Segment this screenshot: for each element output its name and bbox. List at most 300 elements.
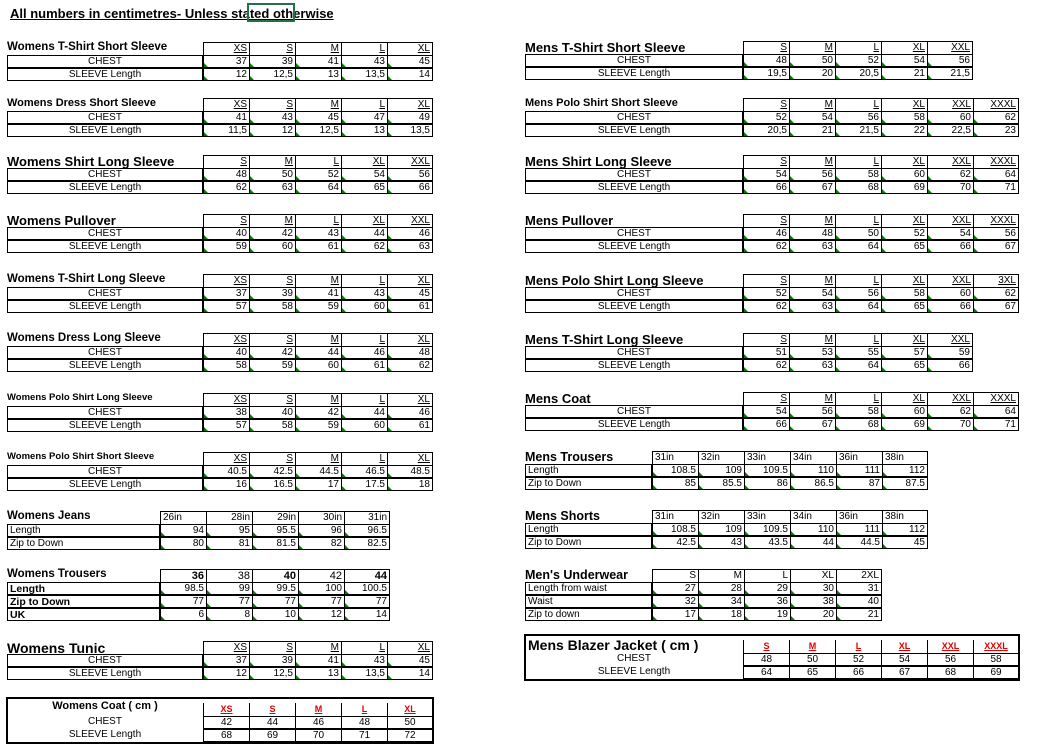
selected-cell-indicator[interactable] bbox=[247, 3, 295, 22]
value-cell: 40 bbox=[836, 595, 882, 608]
value-cell: 14 bbox=[387, 667, 433, 680]
value-cell: 17 bbox=[295, 478, 341, 491]
value-cell: 37 bbox=[203, 654, 249, 667]
value-cell: 85.5 bbox=[698, 477, 744, 490]
size-header-xxl: XXL bbox=[927, 333, 973, 346]
value-cell: 110 bbox=[790, 464, 836, 477]
size-header-xxl: XXL bbox=[927, 98, 973, 111]
size-header-s: S bbox=[249, 703, 295, 716]
value-cell: 23 bbox=[973, 124, 1019, 137]
row-label-sleeve-length: SLEEVE Length bbox=[597, 666, 671, 677]
size-header-s: S bbox=[652, 569, 698, 582]
size-header-l: L bbox=[341, 98, 387, 111]
value-cell: 57 bbox=[881, 346, 927, 359]
value-cell: 63 bbox=[789, 359, 835, 372]
value-cell: 20 bbox=[790, 608, 836, 621]
value-cell: 62 bbox=[743, 240, 789, 253]
size-header-29in: 29in bbox=[252, 511, 298, 524]
size-header-36in: 36in bbox=[836, 451, 882, 464]
size-header-m: M bbox=[789, 333, 835, 346]
table-title: Womens Polo Shirt Long Sleeve bbox=[7, 392, 153, 403]
size-header-xl: XL bbox=[881, 274, 927, 287]
size-header-l: L bbox=[341, 393, 387, 406]
value-cell: 56 bbox=[835, 287, 881, 300]
row-label-sleeve-length: SLEEVE Length bbox=[7, 181, 203, 194]
value-cell: 22 bbox=[881, 124, 927, 137]
value-cell: 85 bbox=[652, 477, 698, 490]
value-cell: 52 bbox=[881, 227, 927, 240]
value-cell: 48 bbox=[743, 653, 789, 666]
size-header-l: L bbox=[341, 42, 387, 55]
value-cell: 66 bbox=[835, 666, 881, 679]
size-header-32in: 32in bbox=[698, 451, 744, 464]
table-title: Mens T-Shirt Long Sleeve bbox=[525, 332, 684, 347]
table-title: Womens Coat ( cm ) bbox=[52, 700, 158, 712]
size-header-m: M bbox=[295, 333, 341, 346]
table-title: Mens Polo Shirt Short Sleeve bbox=[525, 97, 678, 109]
value-cell: 108.5 bbox=[652, 464, 698, 477]
value-cell: 68 bbox=[835, 181, 881, 194]
size-header-xxl: XXL bbox=[927, 640, 973, 653]
row-label-sleeve-length: SLEEVE Length bbox=[525, 181, 743, 194]
grid-line bbox=[652, 451, 656, 464]
value-cell: 65 bbox=[881, 240, 927, 253]
value-cell: 48 bbox=[203, 168, 249, 181]
size-header-l: L bbox=[744, 569, 790, 582]
row-label-length: Length bbox=[525, 523, 652, 536]
value-cell: 48 bbox=[387, 346, 433, 359]
size-header-xl: XL bbox=[881, 155, 927, 168]
size-header-s: S bbox=[203, 214, 249, 227]
size-header-xxxl: XXXL bbox=[973, 98, 1019, 111]
size-header-m: M bbox=[295, 42, 341, 55]
size-header-l: L bbox=[835, 333, 881, 346]
size-header-42: 42 bbox=[298, 569, 344, 582]
value-cell: 62 bbox=[973, 111, 1019, 124]
size-header-xxl: XXL bbox=[927, 41, 973, 54]
value-cell: 64 bbox=[835, 359, 881, 372]
row-label-length: Length bbox=[525, 464, 652, 477]
value-cell: 11,5 bbox=[203, 124, 249, 137]
size-header-34in: 34in bbox=[790, 510, 836, 523]
row-label-chest: CHEST bbox=[525, 168, 743, 181]
value-cell: 50 bbox=[387, 716, 433, 729]
size-header-xl: XL bbox=[387, 42, 433, 55]
size-header-xxl: XXL bbox=[927, 155, 973, 168]
size-header-xl: XL bbox=[387, 98, 433, 111]
value-cell: 61 bbox=[387, 419, 433, 432]
row-label-sleeve-length: SLEEVE Length bbox=[525, 418, 743, 431]
row-label-chest: CHEST bbox=[525, 227, 743, 240]
row-label-sleeve-length: SLEEVE Length bbox=[525, 240, 743, 253]
value-cell: 52 bbox=[743, 287, 789, 300]
size-header-xl: XL bbox=[881, 640, 927, 653]
value-cell: 38 bbox=[790, 595, 836, 608]
value-cell: 31 bbox=[836, 582, 882, 595]
size-header-28in: 28in bbox=[206, 511, 252, 524]
value-cell: 28 bbox=[698, 582, 744, 595]
value-cell: 58 bbox=[973, 653, 1019, 666]
size-header-xs: XS bbox=[203, 274, 249, 287]
value-cell: 12 bbox=[249, 124, 295, 137]
value-cell: 56 bbox=[927, 54, 973, 67]
size-header-xl: XL bbox=[387, 703, 433, 716]
value-cell: 72 bbox=[387, 729, 433, 742]
size-header-l: L bbox=[341, 703, 387, 716]
size-header-xl: XL bbox=[387, 274, 433, 287]
value-cell: 45 bbox=[295, 111, 341, 124]
value-cell: 70 bbox=[927, 418, 973, 431]
value-cell: 112 bbox=[882, 464, 928, 477]
value-cell: 54 bbox=[743, 168, 789, 181]
value-cell: 112 bbox=[882, 523, 928, 536]
size-header-m: M bbox=[295, 452, 341, 465]
size-header-s: S bbox=[743, 392, 789, 405]
value-cell: 54 bbox=[789, 111, 835, 124]
value-cell: 60 bbox=[341, 419, 387, 432]
value-cell: 10 bbox=[252, 608, 298, 621]
value-cell: 44 bbox=[341, 227, 387, 240]
value-cell: 32 bbox=[652, 595, 698, 608]
size-header-xxxl: XXXL bbox=[973, 155, 1019, 168]
value-cell: 68 bbox=[835, 418, 881, 431]
value-cell: 77 bbox=[298, 595, 344, 608]
value-cell: 22,5 bbox=[927, 124, 973, 137]
value-cell: 16 bbox=[203, 478, 249, 491]
value-cell: 17.5 bbox=[341, 478, 387, 491]
value-cell: 56 bbox=[789, 168, 835, 181]
value-cell: 13 bbox=[295, 667, 341, 680]
value-cell: 13 bbox=[341, 124, 387, 137]
value-cell: 42 bbox=[295, 406, 341, 419]
value-cell: 82.5 bbox=[344, 537, 390, 550]
value-cell: 66 bbox=[927, 359, 973, 372]
value-cell: 62 bbox=[203, 181, 249, 194]
value-cell: 77 bbox=[344, 595, 390, 608]
value-cell: 46 bbox=[387, 227, 433, 240]
table-title: Womens Shirt Long Sleeve bbox=[7, 154, 175, 169]
value-cell: 109 bbox=[698, 464, 744, 477]
row-label-length-from-waist: Length from waist bbox=[525, 582, 652, 595]
table-title: Womens T-Shirt Short Sleeve bbox=[7, 41, 168, 53]
value-cell: 20,5 bbox=[743, 124, 789, 137]
value-cell: 77 bbox=[160, 595, 206, 608]
size-header-xxxl: XXXL bbox=[973, 640, 1019, 653]
value-cell: 59 bbox=[927, 346, 973, 359]
value-cell: 59 bbox=[295, 419, 341, 432]
value-cell: 34 bbox=[698, 595, 744, 608]
size-header-xl: XL bbox=[387, 333, 433, 346]
value-cell: 37 bbox=[203, 287, 249, 300]
value-cell: 80 bbox=[160, 537, 206, 550]
value-cell: 62 bbox=[927, 168, 973, 181]
value-cell: 62 bbox=[973, 287, 1019, 300]
value-cell: 6 bbox=[160, 608, 206, 621]
value-cell: 13,5 bbox=[387, 124, 433, 137]
size-header-31in: 31in bbox=[652, 451, 698, 464]
size-header-s: S bbox=[249, 42, 295, 55]
row-label-sleeve-length: SLEEVE Length bbox=[7, 300, 203, 313]
value-cell: 109 bbox=[698, 523, 744, 536]
value-cell: 66 bbox=[743, 181, 789, 194]
row-label-sleeve-length: SLEEVE Length bbox=[525, 359, 743, 372]
value-cell: 61 bbox=[341, 359, 387, 372]
value-cell: 19,5 bbox=[743, 67, 789, 80]
table-title: Mens Trousers bbox=[525, 450, 614, 464]
value-cell: 20 bbox=[789, 67, 835, 80]
value-cell: 21 bbox=[789, 124, 835, 137]
value-cell: 60 bbox=[927, 287, 973, 300]
value-cell: 65 bbox=[881, 359, 927, 372]
value-cell: 58 bbox=[203, 359, 249, 372]
value-cell: 65 bbox=[341, 181, 387, 194]
value-cell: 12,5 bbox=[295, 124, 341, 137]
size-header-32in: 32in bbox=[698, 510, 744, 523]
size-header-s: S bbox=[249, 393, 295, 406]
value-cell: 50 bbox=[789, 54, 835, 67]
value-cell: 45 bbox=[387, 55, 433, 68]
value-cell: 54 bbox=[341, 168, 387, 181]
grid-line bbox=[652, 510, 656, 523]
size-header-xxl: XXL bbox=[387, 214, 433, 227]
value-cell: 19 bbox=[744, 608, 790, 621]
value-cell: 52 bbox=[835, 54, 881, 67]
row-label-sleeve-length: SLEEVE Length bbox=[525, 67, 743, 80]
value-cell: 110 bbox=[790, 523, 836, 536]
value-cell: 62 bbox=[387, 359, 433, 372]
size-header-m: M bbox=[295, 274, 341, 287]
value-cell: 65 bbox=[789, 666, 835, 679]
value-cell: 40 bbox=[249, 406, 295, 419]
size-header-l: L bbox=[835, 392, 881, 405]
value-cell: 96 bbox=[298, 524, 344, 537]
size-header-s: S bbox=[743, 155, 789, 168]
value-cell: 46 bbox=[743, 227, 789, 240]
value-cell: 62 bbox=[341, 240, 387, 253]
value-cell: 99 bbox=[206, 582, 252, 595]
size-header-s: S bbox=[249, 452, 295, 465]
value-cell: 57 bbox=[203, 300, 249, 313]
value-cell: 8 bbox=[206, 608, 252, 621]
row-label-chest: CHEST bbox=[88, 716, 122, 727]
size-header-xl: XL bbox=[790, 569, 836, 582]
size-header-xs: XS bbox=[203, 333, 249, 346]
value-cell: 20,5 bbox=[835, 67, 881, 80]
row-label-chest: CHEST bbox=[525, 54, 743, 67]
size-header-s: S bbox=[249, 333, 295, 346]
size-header-s: S bbox=[743, 274, 789, 287]
size-header-xxxl: XXXL bbox=[973, 392, 1019, 405]
value-cell: 63 bbox=[789, 300, 835, 313]
row-label-chest: CHEST bbox=[7, 654, 203, 667]
value-cell: 42 bbox=[249, 346, 295, 359]
value-cell: 77 bbox=[252, 595, 298, 608]
size-header-3xl: 3XL bbox=[973, 274, 1019, 287]
value-cell: 54 bbox=[927, 227, 973, 240]
value-cell: 96.5 bbox=[344, 524, 390, 537]
row-label-zip-to-down: Zip to down bbox=[525, 608, 652, 621]
size-header-xl: XL bbox=[387, 452, 433, 465]
value-cell: 43.5 bbox=[744, 536, 790, 549]
table-title: Men's Underwear bbox=[525, 568, 629, 582]
value-cell: 45 bbox=[387, 654, 433, 667]
size-header-l: L bbox=[835, 155, 881, 168]
value-cell: 77 bbox=[206, 595, 252, 608]
value-cell: 13,5 bbox=[341, 68, 387, 81]
value-cell: 71 bbox=[973, 181, 1019, 194]
value-cell: 100.5 bbox=[344, 582, 390, 595]
value-cell: 39 bbox=[249, 654, 295, 667]
value-cell: 58 bbox=[881, 111, 927, 124]
grid-line bbox=[652, 569, 656, 582]
value-cell: 60 bbox=[341, 300, 387, 313]
row-label-sleeve-length: SLEEVE Length bbox=[7, 124, 203, 137]
value-cell: 64 bbox=[835, 300, 881, 313]
value-cell: 21,5 bbox=[927, 67, 973, 80]
row-label-zip-to-down: Zip to Down bbox=[7, 595, 160, 608]
value-cell: 47 bbox=[341, 111, 387, 124]
size-header-l: L bbox=[835, 98, 881, 111]
value-cell: 21 bbox=[836, 608, 882, 621]
sheet-header: All numbers in centimetres- Unless stated otherwise bbox=[10, 6, 334, 21]
value-cell: 36 bbox=[744, 595, 790, 608]
value-cell: 57 bbox=[203, 419, 249, 432]
size-header-m: M bbox=[249, 155, 295, 168]
size-header-38: 38 bbox=[206, 569, 252, 582]
row-label-sleeve-length: SLEEVE Length bbox=[7, 419, 203, 432]
value-cell: 56 bbox=[927, 653, 973, 666]
size-header-26in: 26in bbox=[160, 511, 206, 524]
row-label-zip-to-down: Zip to Down bbox=[525, 536, 652, 549]
size-header-xl: XL bbox=[881, 98, 927, 111]
value-cell: 109.5 bbox=[744, 523, 790, 536]
value-cell: 40 bbox=[203, 346, 249, 359]
size-header-s: S bbox=[743, 41, 789, 54]
row-label-sleeve-length: SLEEVE Length bbox=[68, 729, 142, 740]
value-cell: 43 bbox=[341, 55, 387, 68]
row-label-length: Length bbox=[7, 582, 160, 595]
value-cell: 46.5 bbox=[341, 465, 387, 478]
value-cell: 43 bbox=[341, 287, 387, 300]
table-title: Womens T-Shirt Long Sleeve bbox=[7, 273, 166, 285]
row-label-chest: CHEST bbox=[525, 111, 743, 124]
row-label-sleeve-length: SLEEVE Length bbox=[525, 124, 743, 137]
value-cell: 81.5 bbox=[252, 537, 298, 550]
row-label-chest: CHEST bbox=[7, 227, 203, 240]
value-cell: 98.5 bbox=[160, 582, 206, 595]
value-cell: 43 bbox=[698, 536, 744, 549]
size-header-m: M bbox=[249, 214, 295, 227]
value-cell: 94 bbox=[160, 524, 206, 537]
table-title: Womens Polo Shirt Short Sleeve bbox=[7, 451, 155, 462]
value-cell: 44.5 bbox=[295, 465, 341, 478]
size-header-xl: XL bbox=[341, 214, 387, 227]
value-cell: 61 bbox=[387, 300, 433, 313]
value-cell: 40 bbox=[203, 227, 249, 240]
value-cell: 59 bbox=[203, 240, 249, 253]
value-cell: 16.5 bbox=[249, 478, 295, 491]
value-cell: 66 bbox=[927, 300, 973, 313]
value-cell: 52 bbox=[743, 111, 789, 124]
size-header-l: L bbox=[835, 41, 881, 54]
value-cell: 111 bbox=[836, 523, 882, 536]
size-header-38in: 38in bbox=[882, 451, 928, 464]
table-title: Mens Shirt Long Sleeve bbox=[525, 154, 672, 169]
row-label-chest: CHEST bbox=[525, 405, 743, 418]
value-cell: 58 bbox=[835, 168, 881, 181]
grid-line bbox=[160, 511, 164, 524]
value-cell: 21 bbox=[881, 67, 927, 80]
value-cell: 12,5 bbox=[249, 667, 295, 680]
size-header-l: L bbox=[341, 641, 387, 654]
value-cell: 69 bbox=[973, 666, 1019, 679]
value-cell: 53 bbox=[789, 346, 835, 359]
value-cell: 44 bbox=[249, 716, 295, 729]
value-cell: 71 bbox=[973, 418, 1019, 431]
size-header-xxl: XXL bbox=[927, 214, 973, 227]
value-cell: 66 bbox=[927, 240, 973, 253]
value-cell: 40.5 bbox=[203, 465, 249, 478]
value-cell: 48 bbox=[743, 54, 789, 67]
value-cell: 17 bbox=[652, 608, 698, 621]
size-header-31in: 31in bbox=[344, 511, 390, 524]
size-header-l: L bbox=[341, 333, 387, 346]
table-title: Mens Coat bbox=[525, 391, 591, 406]
value-cell: 43 bbox=[249, 111, 295, 124]
value-cell: 60 bbox=[249, 240, 295, 253]
row-label-chest: CHEST bbox=[7, 406, 203, 419]
value-cell: 46 bbox=[387, 406, 433, 419]
value-cell: 44.5 bbox=[836, 536, 882, 549]
value-cell: 67 bbox=[789, 418, 835, 431]
value-cell: 44 bbox=[341, 406, 387, 419]
value-cell: 68 bbox=[203, 729, 249, 742]
value-cell: 64 bbox=[295, 181, 341, 194]
value-cell: 56 bbox=[789, 405, 835, 418]
row-label-chest: CHEST bbox=[7, 168, 203, 181]
row-label-sleeve-length: SLEEVE Length bbox=[7, 240, 203, 253]
row-label-chest: CHEST bbox=[525, 287, 743, 300]
value-cell: 95 bbox=[206, 524, 252, 537]
value-cell: 64 bbox=[973, 405, 1019, 418]
value-cell: 59 bbox=[295, 300, 341, 313]
value-cell: 21,5 bbox=[835, 124, 881, 137]
size-header-m: M bbox=[789, 98, 835, 111]
table-title: Womens Trousers bbox=[7, 568, 107, 580]
value-cell: 45 bbox=[387, 287, 433, 300]
size-header-xl: XL bbox=[881, 392, 927, 405]
row-label-sleeve-length: SLEEVE Length bbox=[525, 300, 743, 313]
value-cell: 70 bbox=[927, 181, 973, 194]
value-cell: 60 bbox=[881, 405, 927, 418]
size-header-s: S bbox=[743, 98, 789, 111]
value-cell: 60 bbox=[295, 359, 341, 372]
value-cell: 44 bbox=[790, 536, 836, 549]
size-header-33in: 33in bbox=[744, 451, 790, 464]
value-cell: 70 bbox=[295, 729, 341, 742]
value-cell: 54 bbox=[881, 653, 927, 666]
row-label-chest: CHEST bbox=[617, 653, 651, 664]
value-cell: 45 bbox=[882, 536, 928, 549]
value-cell: 41 bbox=[295, 654, 341, 667]
size-header-xl: XL bbox=[881, 214, 927, 227]
size-header-xl: XL bbox=[387, 641, 433, 654]
size-header-xl: XL bbox=[881, 333, 927, 346]
value-cell: 62 bbox=[743, 359, 789, 372]
value-cell: 51 bbox=[743, 346, 789, 359]
value-cell: 58 bbox=[835, 405, 881, 418]
size-header-36: 36 bbox=[160, 569, 206, 582]
